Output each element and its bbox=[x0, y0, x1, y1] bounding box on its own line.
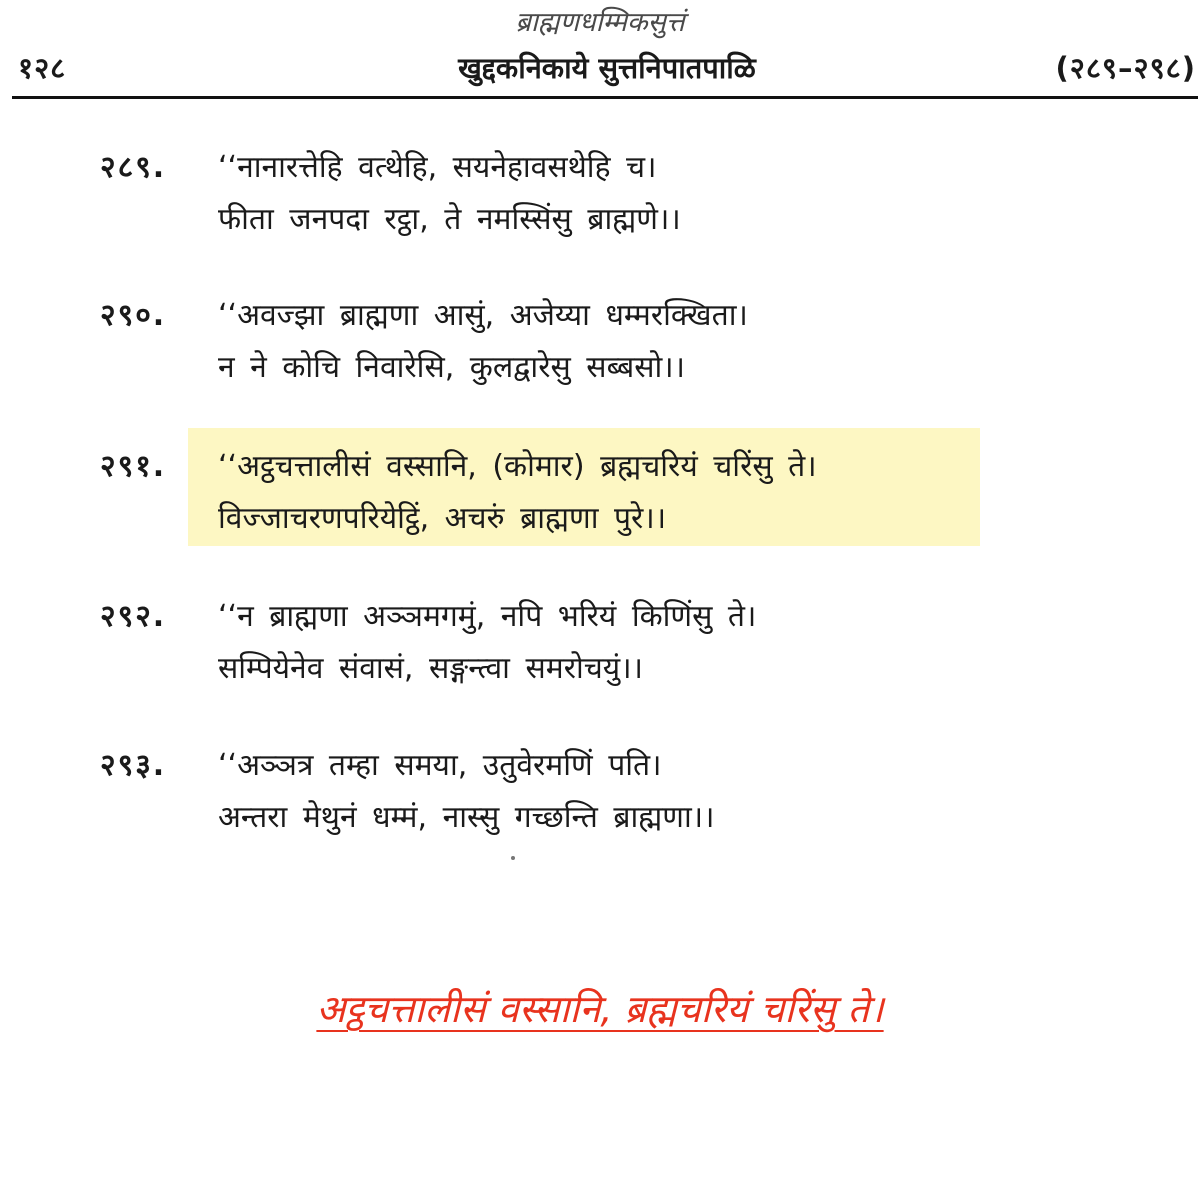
verse-line: न ने कोचि निवारेसि, कुलद्वारेसु सब्बसो।। bbox=[218, 350, 686, 385]
header-rule bbox=[12, 96, 1198, 99]
verse-line: ‘‘अट्ठचत्तालीसं वस्सानि, (कोमार) ब्रह्मचरियं चरिंसु ते। bbox=[218, 449, 817, 484]
verse-line: ‘‘अवज्झा ब्राह्मणा आसुं, अजेय्या धम्मरक्खिता। bbox=[218, 298, 748, 333]
caption-title: ब्राह्मणधम्मिकसुत्तं bbox=[515, 7, 685, 38]
running-head bbox=[18, 48, 1196, 92]
verse-line: ‘‘न ब्राह्मणा अञ्ञमगमुं, नपि भरियं किणिंसु ते। bbox=[218, 599, 757, 634]
page-number: १२८ bbox=[18, 51, 67, 85]
verse-number: २८९. bbox=[100, 150, 167, 185]
verse-line: फीता जनपदा रट्ठा, ते नमस्सिंसु ब्राह्मणे।। bbox=[218, 202, 681, 237]
print-speck bbox=[511, 856, 515, 860]
verse-line: अन्तरा मेथुनं धम्मं, नास्सु गच्छन्ति ब्राह्मणा।। bbox=[218, 800, 715, 835]
verse-number: २९०. bbox=[100, 298, 167, 333]
verse-number: २९१. bbox=[100, 449, 167, 484]
book-title: खुद्दकनिकाये सुत्तनिपातपाळि bbox=[458, 51, 756, 85]
verse-line: सम्पियेनेव संवासं, सङ्गन्त्वा समरोचयुं।। bbox=[218, 651, 643, 686]
verse-line: विज्जाचरणपरियेट्ठिं, अचरुं ब्राह्मणा पुरे।। bbox=[218, 501, 667, 536]
verse-number: २९२. bbox=[100, 599, 167, 634]
verse-number: २९३. bbox=[100, 748, 167, 783]
verse-range: (२८९–२९८) bbox=[1055, 51, 1196, 85]
verse-line: ‘‘नानारत्तेहि वत्थेहि, सयनेहावसथेहि च। bbox=[218, 150, 657, 185]
quote-text: अट्ठचत्तालीसं वस्सानि, ब्रह्मचरियं चरिंसु ते। bbox=[316, 987, 884, 1031]
verse-line: ‘‘अञ्ञत्र तम्हा समया, उतुवेरमणिं पति। bbox=[218, 748, 662, 783]
